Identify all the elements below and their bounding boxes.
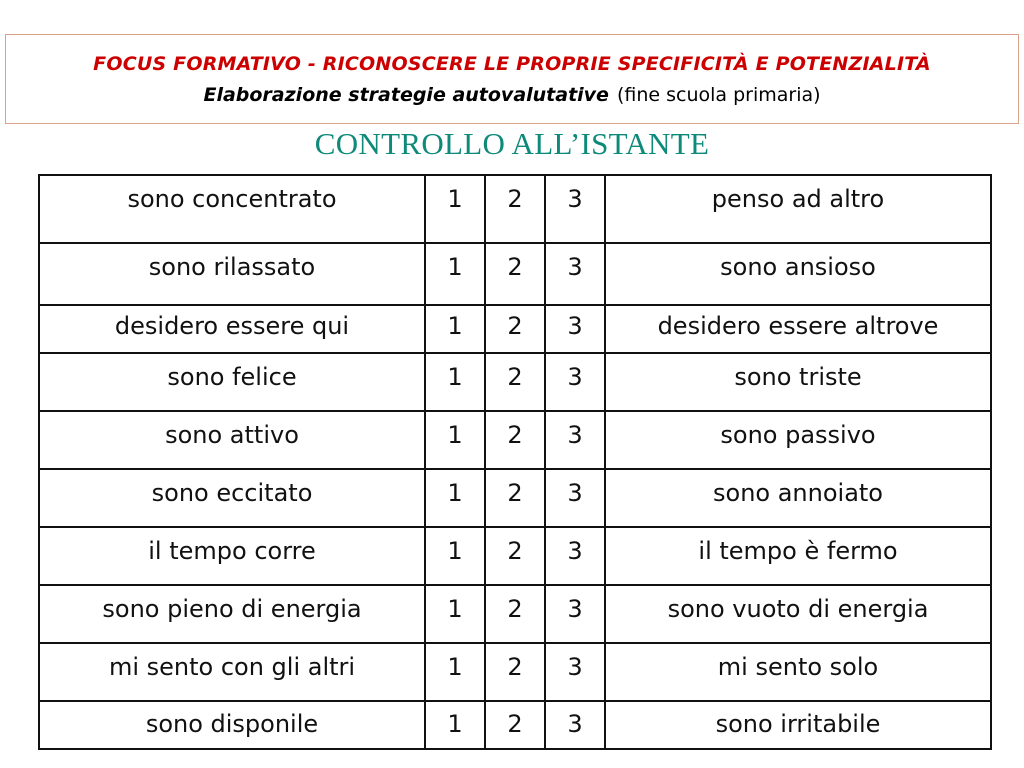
score-3: 3 <box>545 305 605 353</box>
table-row <box>39 701 991 749</box>
score-3: 3 <box>545 527 605 585</box>
left-statement: mi sento con gli altri <box>39 643 425 701</box>
score-2: 2 <box>485 585 545 643</box>
score-2: 2 <box>485 243 545 305</box>
left-statement: desidero essere qui <box>39 305 425 353</box>
score-3: 3 <box>545 411 605 469</box>
left-statement: sono disponile <box>39 701 425 749</box>
score-3: 3 <box>545 243 605 305</box>
score-1: 1 <box>425 585 485 643</box>
subtitle-bold: Elaborazione strategie autovalutative <box>203 84 609 106</box>
table-row <box>39 469 991 527</box>
score-1: 1 <box>425 643 485 701</box>
left-statement: sono attivo <box>39 411 425 469</box>
table-row <box>39 585 991 643</box>
right-statement: sono ansioso <box>605 243 991 305</box>
score-2: 2 <box>485 469 545 527</box>
left-statement: il tempo corre <box>39 527 425 585</box>
table-row <box>39 353 991 411</box>
right-statement: desidero essere altrove <box>605 305 991 353</box>
left-statement: sono pieno di energia <box>39 585 425 643</box>
score-2: 2 <box>485 411 545 469</box>
score-1: 1 <box>425 469 485 527</box>
right-statement: sono triste <box>605 353 991 411</box>
score-2: 2 <box>485 353 545 411</box>
right-statement: penso ad altro <box>605 175 991 243</box>
page-title: CONTROLLO ALL’ISTANTE <box>314 126 710 161</box>
score-3: 3 <box>545 175 605 243</box>
score-2: 2 <box>485 175 545 243</box>
right-statement: sono vuoto di energia <box>605 585 991 643</box>
score-1: 1 <box>425 701 485 749</box>
subtitle-line <box>6 84 1018 106</box>
score-1: 1 <box>425 175 485 243</box>
subtitle-note: (fine scuola primaria) <box>616 84 821 106</box>
table-row <box>39 243 991 305</box>
focus-heading: FOCUS FORMATIVO - RICONOSCERE LE PROPRIE SPECIFICITÀ E POTENZIALITÀ <box>93 53 931 75</box>
score-3: 3 <box>545 353 605 411</box>
score-1: 1 <box>425 305 485 353</box>
score-1: 1 <box>425 243 485 305</box>
score-1: 1 <box>425 411 485 469</box>
score-2: 2 <box>485 701 545 749</box>
left-statement: sono eccitato <box>39 469 425 527</box>
header-box <box>5 34 1019 124</box>
left-statement: sono rilassato <box>39 243 425 305</box>
score-3: 3 <box>545 585 605 643</box>
right-statement: sono irritabile <box>605 701 991 749</box>
table-row <box>39 175 991 243</box>
right-statement: mi sento solo <box>605 643 991 701</box>
right-statement: il tempo è fermo <box>605 527 991 585</box>
left-statement: sono concentrato <box>39 175 425 243</box>
table-row <box>39 305 991 353</box>
table-row <box>39 527 991 585</box>
score-1: 1 <box>425 353 485 411</box>
score-2: 2 <box>485 643 545 701</box>
score-1: 1 <box>425 527 485 585</box>
score-3: 3 <box>545 643 605 701</box>
self-assessment-table <box>38 174 992 750</box>
table-row <box>39 411 991 469</box>
score-2: 2 <box>485 527 545 585</box>
score-3: 3 <box>545 469 605 527</box>
right-statement: sono passivo <box>605 411 991 469</box>
score-3: 3 <box>545 701 605 749</box>
table-row <box>39 643 991 701</box>
right-statement: sono annoiato <box>605 469 991 527</box>
score-2: 2 <box>485 305 545 353</box>
left-statement: sono felice <box>39 353 425 411</box>
